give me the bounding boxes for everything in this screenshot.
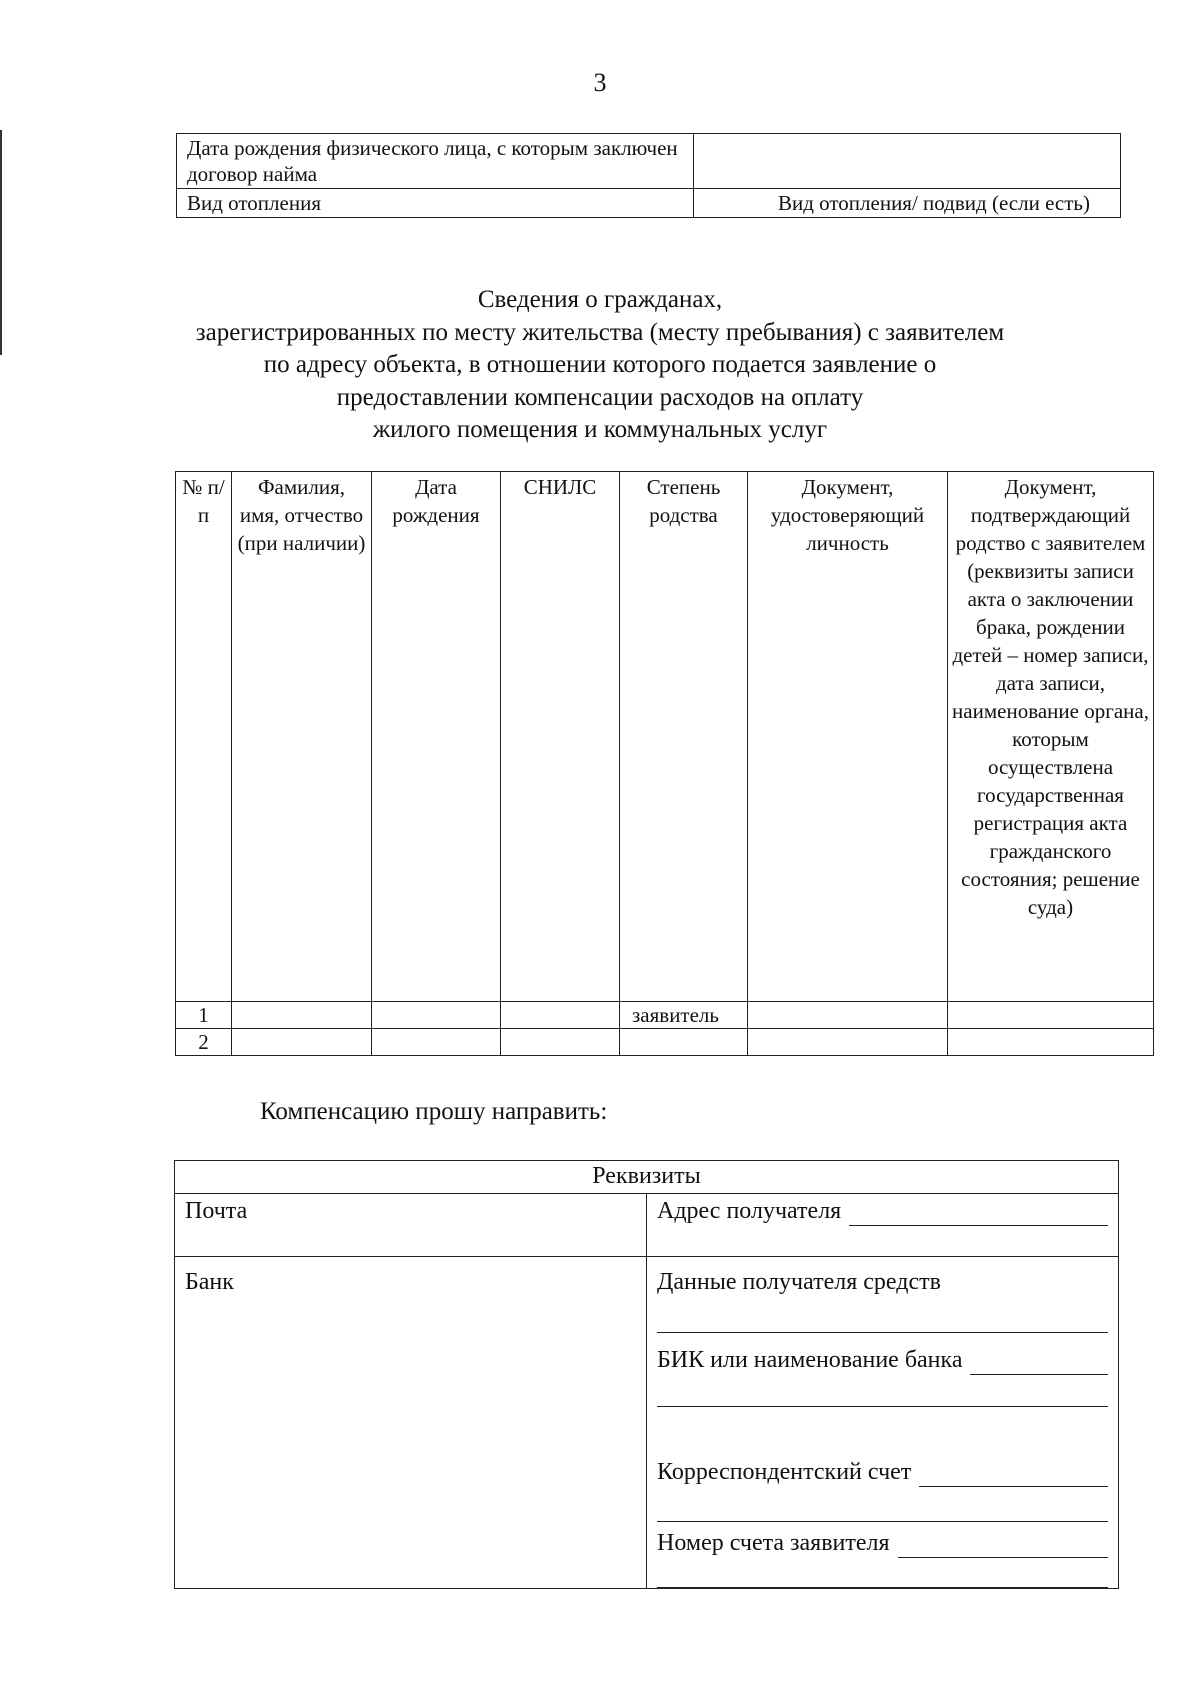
table-cell-value[interactable] bbox=[694, 134, 1121, 189]
requisites-header-row bbox=[175, 1161, 1119, 1194]
bik-label: БИК или наименование банка bbox=[657, 1347, 963, 1373]
table-cell[interactable] bbox=[232, 1029, 372, 1056]
table-cell[interactable] bbox=[948, 1029, 1154, 1056]
mail-row bbox=[175, 1194, 1119, 1257]
account-label: Номер счета заявителя bbox=[657, 1530, 890, 1556]
table-cell-label: Дата рождения физического лица, с которым заключен договор найма bbox=[177, 134, 694, 189]
account-input[interactable] bbox=[898, 1533, 1108, 1558]
bik-input[interactable] bbox=[970, 1350, 1108, 1375]
column-header-number: № п/п bbox=[176, 472, 232, 1002]
table-row bbox=[177, 134, 1121, 189]
table-cell[interactable] bbox=[501, 1029, 620, 1056]
table-cell[interactable] bbox=[232, 1002, 372, 1029]
bank-row bbox=[175, 1257, 1119, 1589]
requisites-title: Реквизиты bbox=[175, 1161, 1119, 1194]
recipient-address-input[interactable] bbox=[849, 1201, 1108, 1226]
requisites-table bbox=[174, 1160, 1119, 1589]
scan-edge-mark bbox=[0, 130, 2, 355]
table-cell[interactable] bbox=[501, 1002, 620, 1029]
section-title-line: жилого помещения и коммунальных услуг bbox=[372, 416, 828, 443]
column-header-identity-document: Документ, удостоверяющий личность bbox=[748, 472, 948, 1002]
table-row bbox=[176, 1029, 1154, 1056]
recipient-address-label: Адрес получателя bbox=[657, 1198, 842, 1224]
table-cell[interactable] bbox=[620, 1029, 748, 1056]
table-cell[interactable] bbox=[748, 1002, 948, 1029]
column-header-snils: СНИЛС bbox=[501, 472, 620, 1002]
mail-details bbox=[647, 1194, 1119, 1257]
section-title-line: Сведения о гражданах, bbox=[477, 286, 723, 313]
column-header-full-name: Фамилия, имя, отчество (при наличии) bbox=[232, 472, 372, 1002]
compensation-label: Компенсацию прошу направить: bbox=[260, 1098, 608, 1125]
column-header-relationship: Степень родства bbox=[620, 472, 748, 1002]
mail-label: Почта bbox=[175, 1194, 647, 1257]
section-title-line: предоставлении компенсации расходов на оплату bbox=[336, 383, 864, 411]
table-cell: заявитель bbox=[620, 1002, 748, 1029]
table-cell[interactable] bbox=[948, 1002, 1154, 1029]
bank-details bbox=[647, 1257, 1119, 1589]
table-cell-value[interactable]: Вид отопления/ подвид (если есть) bbox=[694, 189, 1121, 218]
table-header-row bbox=[176, 472, 1154, 1002]
corr-account-input[interactable] bbox=[919, 1462, 1108, 1487]
table-cell[interactable] bbox=[372, 1029, 501, 1056]
section-title-line: зарегистрированных по месту жительства (месту пребывания) с заявителем bbox=[195, 318, 1005, 346]
table-cell: 1 bbox=[176, 1002, 232, 1029]
page-number: 3 bbox=[593, 68, 607, 97]
section-title bbox=[150, 284, 1050, 447]
bank-label: Банк bbox=[175, 1257, 647, 1589]
table-cell-label: Вид отопления bbox=[177, 189, 694, 218]
housing-info-table bbox=[176, 133, 1121, 218]
recipient-address-field[interactable] bbox=[657, 1196, 1108, 1226]
account-input-continued[interactable] bbox=[657, 1586, 1108, 1588]
column-header-kinship-document: Документ, подтверждающий родство с заявителем (реквизиты записи акта о заключении брака, рождении детей – номер записи, дата записи, наименование органа, которым осуществлена государственная регистрация акта гражданского состояния; решение суда) bbox=[948, 472, 1154, 1002]
recipient-data-label: Данные получателя средств bbox=[657, 1269, 941, 1295]
corr-account-label: Корреспондентский счет bbox=[657, 1459, 912, 1485]
table-cell[interactable] bbox=[748, 1029, 948, 1056]
table-cell[interactable] bbox=[372, 1002, 501, 1029]
table-cell: 2 bbox=[176, 1029, 232, 1056]
section-title-line: по адресу объекта, в отношении которого подается заявление о bbox=[263, 351, 937, 378]
table-row bbox=[176, 1002, 1154, 1029]
account-field[interactable] bbox=[657, 1528, 1108, 1558]
bik-field[interactable] bbox=[657, 1345, 1108, 1375]
column-header-birth-date: Дата рождения bbox=[372, 472, 501, 1002]
table-row bbox=[177, 189, 1121, 218]
corr-account-field[interactable] bbox=[657, 1457, 1108, 1487]
citizens-table bbox=[175, 471, 1154, 1056]
